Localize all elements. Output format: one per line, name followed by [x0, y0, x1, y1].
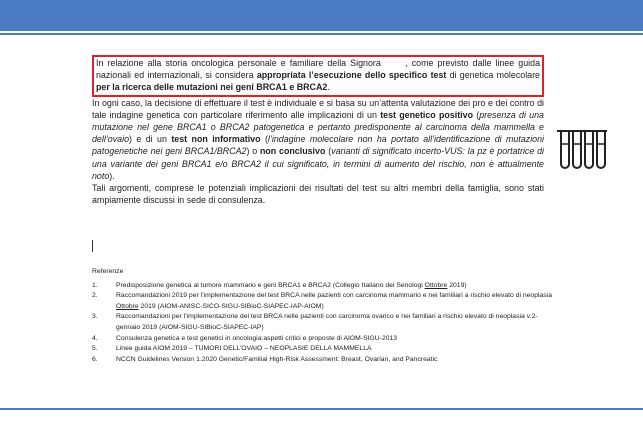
references-list	[92, 281, 552, 366]
test-tubes-icon	[556, 128, 608, 176]
reference-number: 4.	[92, 334, 98, 342]
reference-number: 2.	[92, 292, 98, 300]
reference-item	[92, 281, 552, 292]
text-cursor	[92, 240, 93, 252]
reference-item	[92, 334, 552, 345]
highlighted-statement: In relazione alla storia oncologica personale e familiare della Signora , come previsto dalle linee guida nazionali ed internazionali, si considera appropriata l’esecuzione dello specifico test di genetica molecolare per la ricerca delle mutazioni nei geni BRCA1 e BRCA2.	[92, 55, 544, 97]
footer-divider	[0, 408, 643, 410]
reference-item	[92, 355, 552, 366]
reference-number: 3.	[92, 313, 98, 321]
reference-item	[92, 312, 552, 333]
header-bar	[0, 0, 643, 31]
reference-item	[92, 344, 552, 355]
reference-text: Linee guida AIOM 2019 – TUMORI DELL’OVAIO – NEOPLASIE DELLA MAMMELLA	[116, 345, 372, 353]
reference-text: Raccomandazioni per l’implementazione del test BRCA nelle pazienti con carcinoma ovarico e nei familiari a rischio elevato di neoplasia v.2-gennaio 2019 (AIOM-SIGU-SIBioC-SIAPEC-IAP)	[116, 313, 538, 331]
header-divider	[0, 33, 643, 35]
reference-number: 1.	[92, 281, 98, 289]
consent-text	[92, 55, 544, 206]
reference-text: NCCN Guidelines Version 1.2020 Genetic/Familial High-Risk Assessment: Breast, Ovarian, and Pancreatic	[116, 355, 438, 363]
reference-text: Predisposizione genetica al tumore mammario e geni BRCA1 e BRCA2 (Collegio Italiano dei Senologi Ottobre 2019)	[116, 281, 467, 289]
references-section	[92, 267, 552, 365]
reference-number: 6.	[92, 355, 98, 363]
reference-text: Consulenza genetica e test genetici in oncologia:aspetti critici e proposte di AIOM-SIGU-2013	[116, 334, 398, 342]
reference-item	[92, 291, 552, 312]
discussion-paragraph: Tali argomenti, comprese le potenziali implicazioni dei risultati del test su altri membri della famiglia, sono stati ampiamente discussi in sede di consulenza.	[92, 183, 544, 206]
references-title: Referenze	[92, 268, 124, 275]
decision-paragraph: In ogni caso, la decisione di effettuare il test è individuale e si basa su un’attenta valutazione dei pro e dei contro di tale indagine genetica con particolare riferimento alle implicazioni di un test genetico positivo (presenza di una mutazione nel gene BRCA1 o BRCA2 patogenetica e pertanto predisponente al carcinoma della mammella e dell’ovaio) e di un test non informativo (l’indagine molecolare non ha portato all’identificazione di mutazioni patogenetiche nei geni BRCA1/BRCA2) o non conclusivo (varianti di significato incerto-VUS: la pz è portatrice di una variante dei geni BRCA1 e/o BRCA2 il cui significato, in termini di aumento del rischio, non è attualmente noto).	[92, 97, 545, 181]
reference-text: Raccomandazioni 2019 per l’implementazione del test BRCA nelle pazienti con carcinoma mammario e nei familiari a rischio elevato di neoplasia Ottobre 2019 (AIOM-ANISC-SICO-SIGU-SIBioC-SIAPEC-IAP-AIOM)	[116, 292, 552, 310]
reference-number: 5.	[92, 345, 98, 353]
